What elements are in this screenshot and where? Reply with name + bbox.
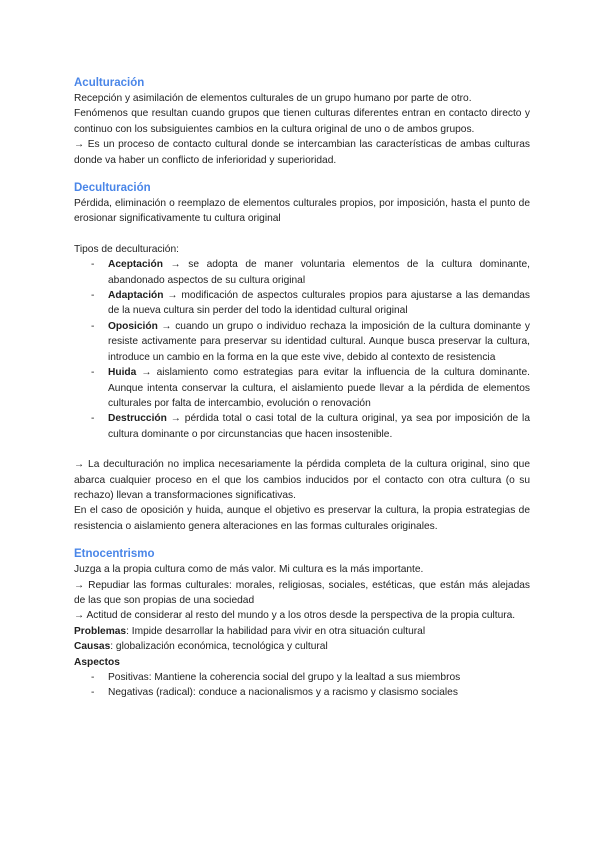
types-intro: Tipos de deculturación: — [74, 243, 179, 255]
list-item: - Negativas (radical): conduce a nacionalismos y a racismo y clasismo sociales — [91, 687, 458, 699]
section-aculturacion — [74, 75, 530, 168]
paragraph: → Actitud de considerar al resto del mundo y a los otros desde la perspectiva de la propia cultura. — [74, 610, 516, 622]
aspectos-heading: Aspectos — [74, 656, 120, 668]
list-item: - Destrucción → pérdida total o casi total de la cultura original, ya sea por imposición de la cultura dominante o por circunstancias que hacen insostenible. — [91, 413, 530, 440]
list-item: - Adaptación → modificación de aspectos culturales propios para ajustarse a las demandas de la nueva cultura sin perder del todo la identidad cultural original — [91, 290, 530, 317]
definition: → pérdida total o casi total de la cultura original, ya sea por imposición de la cultura dominante o por circunstancias que hacen insostenible. — [108, 413, 530, 440]
paragraph: Pérdida, eliminación o reemplazo de elementos culturales propios, por imposición, hasta el punto de erosionar significativamente tu cultura original — [74, 198, 530, 225]
paragraph: → Es un proceso de contacto cultural donde se intercambian las características de ambas culturas donde va haber un conflicto de inferioridad y superioridad. — [74, 139, 530, 166]
term: Oposición — [108, 320, 158, 332]
list-item: - Positivas: Mantiene la coherencia social del grupo y la lealtad a sus miembros — [91, 672, 461, 683]
problemas-line: Problemas: Impide desarrollar la habilidad para vivir en otra situación cultural — [74, 625, 426, 637]
aspectos-list — [74, 670, 530, 701]
section-deculturacion — [74, 180, 530, 534]
section-etnocentrismo — [74, 546, 530, 701]
definition: → modificación de aspectos culturales propios para ajustarse a las demandas de la nueva cultura sin perder del todo la identidad cultural original — [108, 290, 530, 317]
list-item: - Oposición → cuando un grupo o individuo rechaza la imposición de la cultura dominante y resiste activamente para preservar su identidad cultural. Aunque busca preservar la cultura, introduce un cambio en la forma en la que este vive, debido al contexto de resistencia — [91, 320, 530, 363]
definition: → cuando un grupo o individuo rechaza la imposición de la cultura dominante y resiste activamente para preservar su identidad cultural. Aunque busca preservar la cultura, introduce un cambio en la forma en la que este vive, debido al contexto de resistencia — [108, 320, 530, 363]
section-title-etnocentrismo: Etnocentrismo — [74, 548, 155, 561]
causas-label: Causas — [74, 641, 111, 653]
paragraph: Juzga a la propia cultura como de más valor. Mi cultura es la más importante. — [74, 564, 424, 576]
definition: → aislamiento como estrategias para evitar la influencia de la cultura dominante. Aunque intenta conservar la cultura, el aislamiento puede llevar a la pérdida de elementos culturales por falta de intercambio, evolución o renovación — [108, 367, 530, 409]
term: Adaptación — [108, 290, 164, 302]
list-item: - Huida → aislamiento como estrategias para evitar la influencia de la cultura dominante. Aunque intenta conservar la cultura, el aislamiento puede llevar a la pérdida de elementos culturales por falta de intercambio, evolución o renovación — [91, 367, 530, 409]
paragraph: En el caso de oposición y huida, aunque el objetivo es preservar la cultura, la propia estrategias de resistencia o aislamiento genera alteraciones en las formas culturales originales. — [74, 505, 530, 532]
section-title-deculturacion: Deculturación — [74, 182, 151, 195]
paragraph: Recepción y asimilación de elementos culturales de un grupo humano por parte de otro. — [74, 93, 472, 104]
causas-line: Causas: globalización económica, tecnológica y cultural — [74, 641, 328, 653]
section-title-aculturacion: Aculturación — [74, 77, 145, 89]
definition: → se adopta de maner voluntaria elementos de la cultura dominante, abandonado aspectos de su cultura original — [108, 259, 530, 286]
paragraph: Fenómenos que resultan cuando grupos que tienen culturas diferentes entran en contacto directo y continuo con los subsiguientes cambios en la cultura original de uno o de ambos grupos. — [74, 108, 530, 135]
paragraph: → Repudiar las formas culturales: morales, religiosas, sociales, estéticas, que están más alejadas de las que son propias de una sociedad — [74, 579, 530, 606]
term: Huida — [108, 367, 137, 379]
problemas-label: Problemas — [74, 625, 127, 637]
deculturation-types-list — [74, 257, 530, 442]
paragraph: → La deculturación no implica necesariamente la pérdida completa de la cultura original, sino que abarca cualquier proceso en el que los cambios inducidos por el contacto con otra cultura (o su rechazo) llevan a transformaciones significativas. — [74, 459, 530, 501]
term: Aceptación — [108, 259, 163, 271]
term: Destrucción — [108, 413, 167, 425]
list-item: - Aceptación → se adopta de maner voluntaria elementos de la cultura dominante, abandonado aspectos de su cultura original — [91, 259, 530, 286]
